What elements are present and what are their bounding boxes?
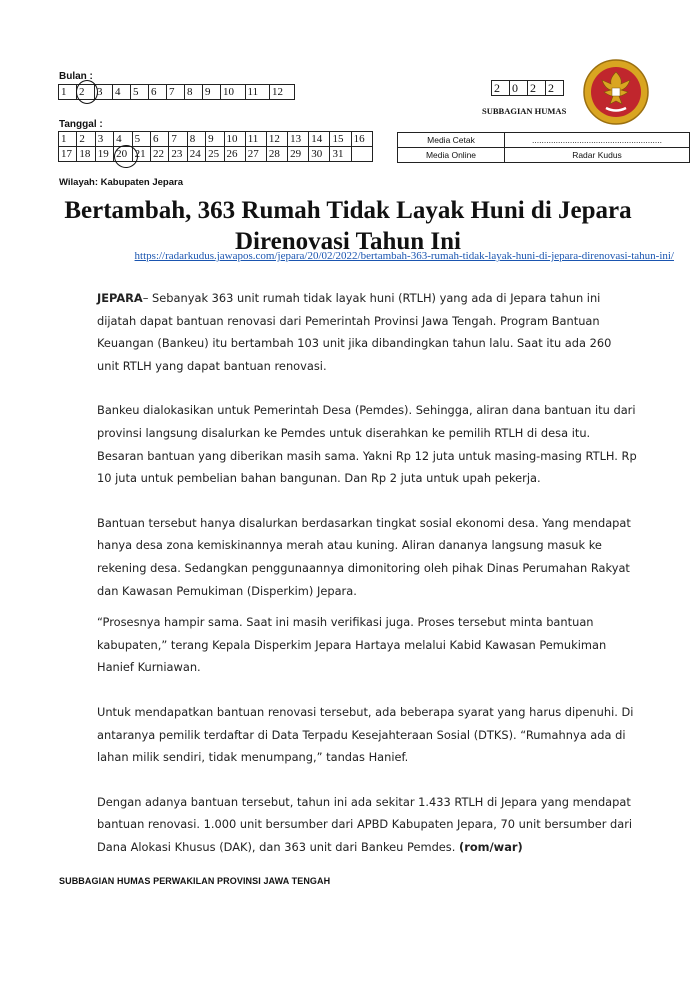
signoff: (rom/war) bbox=[459, 839, 523, 854]
grid-cell: 7 bbox=[167, 85, 185, 100]
article-title bbox=[0, 195, 696, 257]
grid-cell bbox=[351, 147, 372, 162]
footer-label: SUBBAGIAN HUMAS PERWAKILAN PROVINSI JAWA TENGAH bbox=[59, 876, 331, 886]
grid-cell: 1 bbox=[59, 85, 77, 100]
grid-cell: 3 bbox=[95, 132, 113, 147]
grid-cell: 1 bbox=[59, 132, 77, 147]
paragraph-5: Untuk mendapatkan bantuan renovasi tersebut, ada beberapa syarat yang harus dipenuhi. Di antaranya pemilik terdaftar di Data Terpadu Kesejahteraan Sosial (DTKS). “Rumahnya ada di lahan milik sendiri, tidak menumpang,” tandas Hanief. bbox=[97, 704, 634, 765]
grid-cell: 30 bbox=[309, 147, 330, 162]
grid-cell: 31 bbox=[330, 147, 351, 162]
selected-date-circle bbox=[114, 145, 138, 168]
grid-cell: 23 bbox=[169, 147, 187, 162]
grid-cell: 2 bbox=[77, 85, 95, 100]
grid-cell: 2 bbox=[546, 81, 564, 96]
garuda-emblem bbox=[582, 58, 650, 126]
grid-cell: 12 bbox=[266, 132, 287, 147]
grid-cell: 9 bbox=[203, 85, 221, 100]
grid-cell: 14 bbox=[309, 132, 330, 147]
article-title-line1: Bertambah, 363 Rumah Tidak Layak Huni di Jepara bbox=[64, 197, 632, 224]
paragraph-3: Bantuan tersebut hanya disalurkan berdasarkan tingkat sosial ekonomi desa. Yang mendapat hanya desa zona kemiskinannya merah atau kuning. Aliran dananya langsung masuk ke rekening desa. Sedangkan penggunaannya dimonitoring oleh pihak Dinas Perumahan Rakyat dan Kawasan Pemukiman (Disperkim) Jepara. bbox=[97, 515, 631, 598]
paragraph-2: Bankeu dialokasikan untuk Pemerintah Desa (Pemdes). Sehingga, aliran dana bantuan itu dari provinsi langsung disalurkan ke Pemdes untuk diserahkan ke pemilih RTLH di desa itu. Besaran bantuan yang diberikan masih sama. Yakni Rp 12 juta untuk masing-masing RTLH. Rp 10 juta untuk pembelian bahan bangunan. Dan Rp 2 juta untuk upah pekerja. bbox=[97, 403, 637, 486]
media-row bbox=[398, 133, 690, 148]
grid-cell: 26 bbox=[224, 147, 245, 162]
grid-cell: 9 bbox=[206, 132, 224, 147]
grid-cell: 2 bbox=[528, 81, 546, 96]
media-row bbox=[398, 148, 690, 163]
media-value: Radar Kudus bbox=[505, 148, 690, 163]
grid-cell: 2 bbox=[492, 81, 510, 96]
grid-cell: 29 bbox=[288, 147, 309, 162]
grid-cell: 10 bbox=[224, 132, 245, 147]
media-label: Media Cetak bbox=[398, 133, 505, 148]
grid-cell: 13 bbox=[288, 132, 309, 147]
grid-cell: 19 bbox=[95, 147, 113, 162]
grid-cell: 18 bbox=[77, 147, 95, 162]
grid-cell: 20 bbox=[114, 147, 132, 162]
wilayah: Wilayah: Kabupaten Jepara bbox=[59, 177, 183, 188]
article-title-line2: Direnovasi Tahun Ini bbox=[234, 228, 462, 255]
paragraph-4: “Prosesnya hampir sama. Saat ini masih verifikasi juga. Proses tersebut minta bantuan kabupaten,” terang Kepala Disperkim Jepara Hartaya melalui Kabid Kawasan Pemukiman Hanief Kurniawan. bbox=[97, 615, 607, 675]
grid-cell: 25 bbox=[206, 147, 224, 162]
grid-cell: 11 bbox=[245, 132, 266, 147]
grid-cell: 28 bbox=[266, 147, 287, 162]
grid-cell: 2 bbox=[77, 132, 95, 147]
date-grid bbox=[58, 131, 373, 162]
grid-cell: 10 bbox=[221, 85, 246, 100]
grid-cell: 17 bbox=[59, 147, 77, 162]
tanggal-label: Tanggal : bbox=[59, 119, 103, 130]
department-label: SUBBAGIAN HUMAS bbox=[482, 106, 567, 116]
media-table bbox=[397, 132, 690, 163]
grid-cell: 5 bbox=[131, 85, 149, 100]
source-url[interactable]: https://radarkudus.jawapos.com/jepara/20/02/2022/bertambah-363-rumah-tidak-layak-huni-di-jepara-direnovasi-tahun-ini/ bbox=[134, 250, 674, 262]
bulan-label: Bulan : bbox=[59, 71, 93, 82]
grid-cell: 8 bbox=[187, 132, 205, 147]
paragraph-6: Dengan adanya bantuan tersebut, tahun ini ada sekitar 1.433 RTLH di Jepara yang mendapat bantuan renovasi. 1.000 unit bersumber dari APBD Kabupaten Jepara, 70 unit bersumber dari Dana Alokasi Khusus (DAK), dan 363 unit dari Bankeu Pemdes. (rom/war) bbox=[97, 794, 633, 854]
selected-month-circle bbox=[76, 80, 98, 104]
article-body bbox=[97, 287, 637, 858]
media-value: ....................................................... bbox=[505, 133, 690, 148]
paragraph-1: JEPARA– Sebanyak 363 unit rumah tidak layak huni (RTLH) yang ada di Jepara tahun ini dijatah dapat bantuan renovasi dari Pemerintah Provinsi Jawa Tengah. Program Bantuan Keuangan (Bankeu) itu bertambah 103 unit jika dibandingkan tahun lalu. Saat itu ada 260 unit RTLH yang dapat bantuan renovasi. bbox=[97, 291, 612, 373]
media-label: Media Online bbox=[398, 148, 505, 163]
grid-cell: 6 bbox=[150, 132, 168, 147]
grid-cell: 27 bbox=[245, 147, 266, 162]
grid-cell: 0 bbox=[510, 81, 528, 96]
dateline: JEPARA bbox=[97, 291, 143, 305]
grid-cell: 11 bbox=[245, 85, 270, 100]
grid-cell: 21 bbox=[132, 147, 150, 162]
grid-cell: 6 bbox=[149, 85, 167, 100]
grid-cell: 8 bbox=[185, 85, 203, 100]
grid-cell: 16 bbox=[351, 132, 372, 147]
grid-cell: 7 bbox=[169, 132, 187, 147]
grid-cell: 4 bbox=[113, 85, 131, 100]
grid-cell: 4 bbox=[114, 132, 132, 147]
grid-cell: 15 bbox=[330, 132, 351, 147]
grid-cell: 12 bbox=[270, 85, 295, 100]
grid-cell: 3 bbox=[95, 85, 113, 100]
grid-cell: 24 bbox=[187, 147, 205, 162]
grid-cell: 22 bbox=[150, 147, 168, 162]
year-grid bbox=[491, 80, 564, 96]
grid-cell: 5 bbox=[132, 132, 150, 147]
